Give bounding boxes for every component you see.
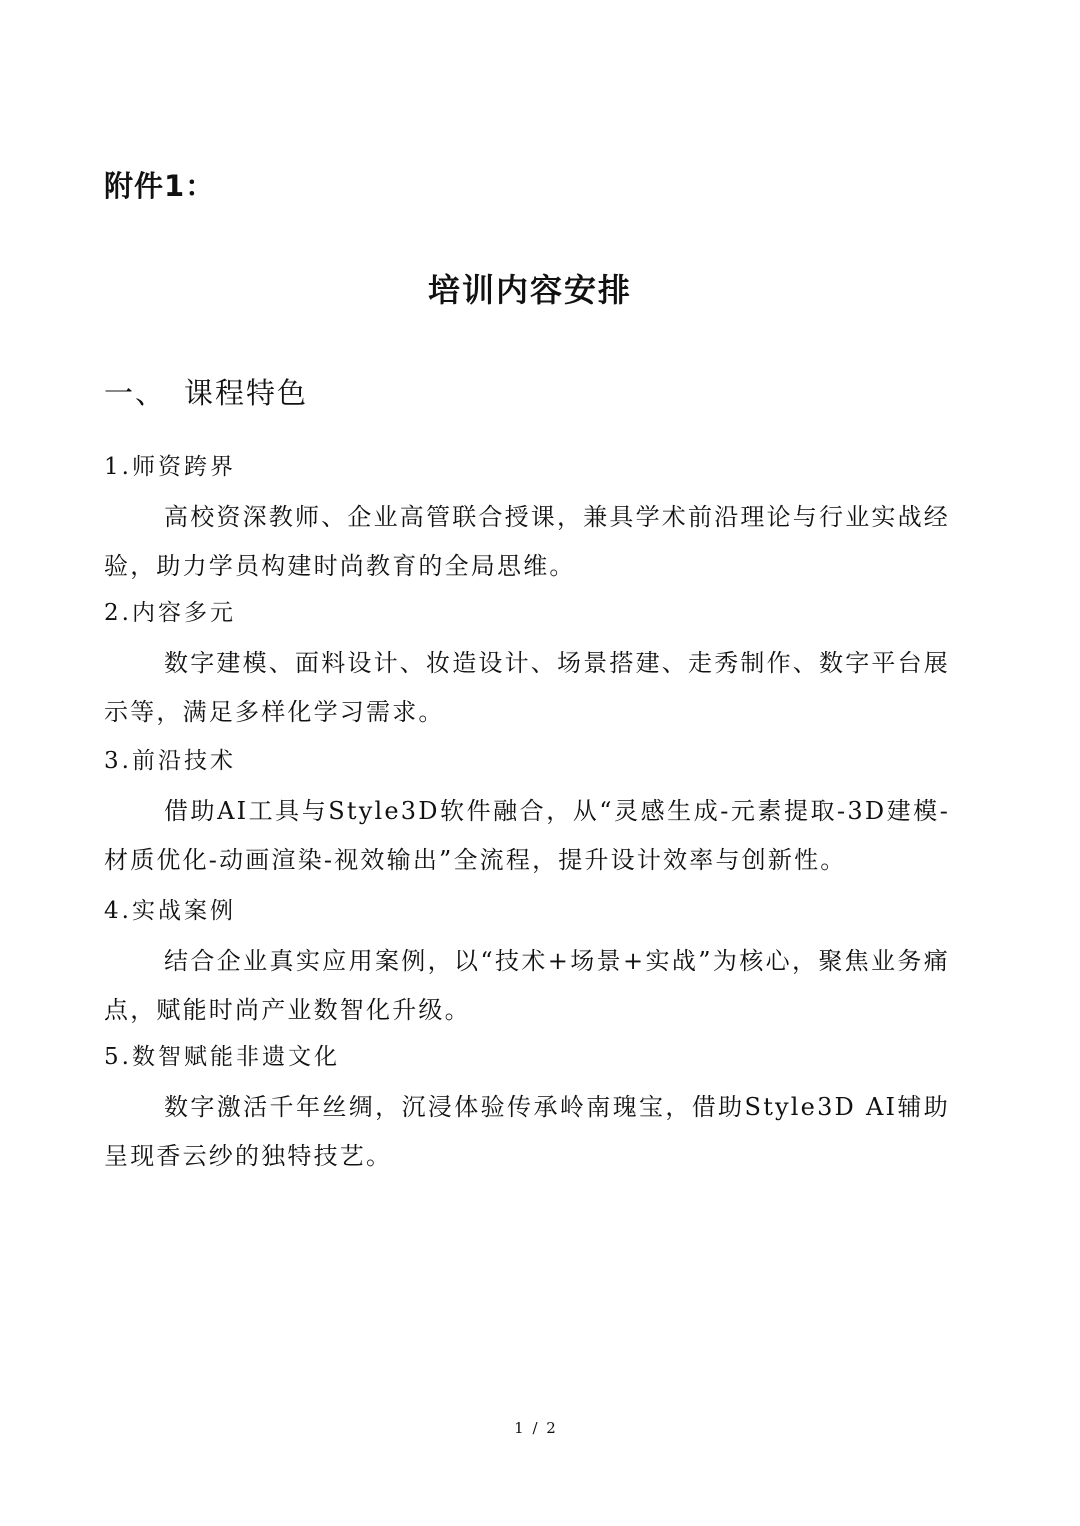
item-body-2: 数字建模、面料设计、妆造设计、场景搭建、走秀制作、数字平台展示等，满足多样化学习需求。 xyxy=(104,649,950,726)
attachment-label: 附件1： xyxy=(104,169,216,203)
item-heading-3: 3.前沿技术 xyxy=(104,748,236,774)
item-body-5: 数字激活千年丝绸，沉浸体验传承岭南瑰宝，借助Style3D AI辅助呈现香云纱的独特技艺。 xyxy=(104,1093,950,1170)
item-body-3: 借助AI工具与Style3D软件融合，从“灵感生成-元素提取-3D建模-材质优化-动画渲染-视效输出”全流程，提升设计效率与创新性。 xyxy=(104,797,950,874)
section-number: 一、 xyxy=(104,376,167,410)
item-heading-2: 2.内容多元 xyxy=(104,600,236,626)
item-heading-4: 4.实战案例 xyxy=(104,898,236,924)
document-title: 培训内容安排 xyxy=(427,271,632,309)
item-heading-5: 5.数智赋能非遗文化 xyxy=(104,1044,340,1070)
item-body-1: 高校资深教师、企业高管联合授课，兼具学术前沿理论与行业实战经验，助力学员构建时尚教育的全局思维。 xyxy=(104,503,950,580)
section-heading-text: 课程特色 xyxy=(184,376,309,410)
item-body-4: 结合企业真实应用案例，以“技术+场景+实战”为核心，聚焦业务痛点，赋能时尚产业数智化升级。 xyxy=(104,947,950,1024)
section-heading xyxy=(104,372,308,414)
item-heading-1: 1.师资跨界 xyxy=(104,454,236,480)
page-number: 1 / 2 xyxy=(514,1419,558,1437)
